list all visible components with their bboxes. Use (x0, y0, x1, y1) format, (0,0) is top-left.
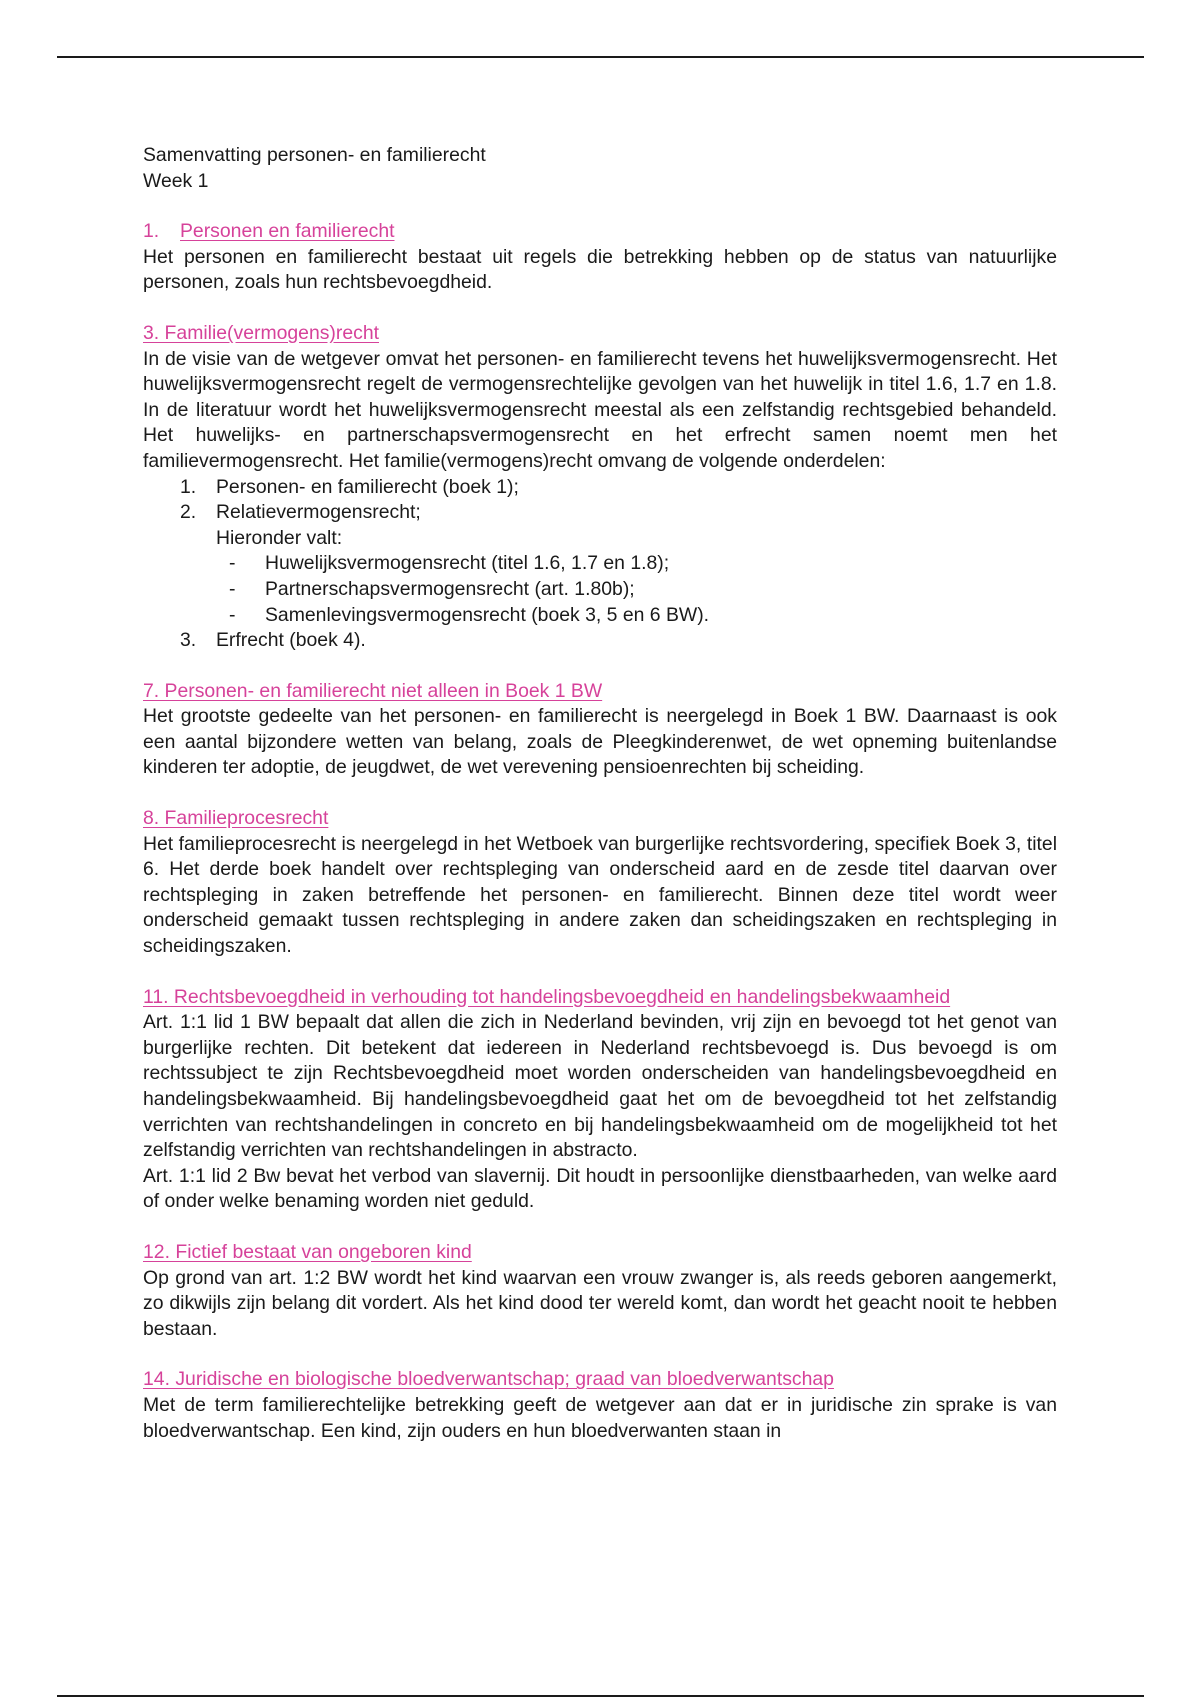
list-item-text: Erfrecht (boek 4). (216, 629, 366, 652)
header-rule (57, 56, 1144, 58)
section-12 (143, 1240, 1057, 1342)
list-item (143, 475, 1057, 501)
section-8 (143, 806, 1057, 960)
components-list (143, 475, 1057, 526)
section-body-continued: Art. 1:1 lid 2 Bw bevat het verbod van slavernij. Dit houdt in persoonlijke dienstbaarheden, van welke aard of onder welke benaming worden niet geduld. (143, 1164, 1057, 1213)
week-label: Week 1 (143, 169, 209, 192)
section-heading[interactable]: 8. Familieprocesrecht (143, 807, 329, 830)
section-heading[interactable]: 14. Juridische en biologische bloedverwantschap; graad van bloedverwantschap (143, 1368, 834, 1391)
section-body: Het personen en familierecht bestaat uit regels die betrekking hebben op de status van natuurlijke personen, zoals hun rechtsbevoegdheid. (143, 245, 1057, 294)
section-body: Met de term familierechtelijke betrekking geeft de wetgever aan dat er in juridische zin sprake is van bloedverwantschap. Een kind, zijn ouders en hun bloedverwanten staan in (143, 1393, 1057, 1442)
sub-list-item-text: Samenlevingsvermogensrecht (boek 3, 5 en 6 BW). (265, 603, 710, 626)
section-heading-text: Personen en familierecht (180, 220, 395, 243)
section-1 (143, 219, 1057, 296)
list-number: 2. (180, 501, 197, 524)
section-heading[interactable]: 12. Fictief bestaat van ongeboren kind (143, 1240, 472, 1263)
sub-list-intro: Hieronder valt: (216, 526, 343, 549)
list-item-text: Relatievermogensrecht; (216, 501, 421, 524)
list-number: 3. (180, 629, 197, 652)
section-body: Art. 1:1 lid 1 BW bepaalt dat allen die zich in Nederland bevinden, vrij zijn en bevoegd tot het genot van burgerlijke rechten. Dit betekent dat iedereen in Nederland rechtsbevoegd is. Dus bevoegd is om rechtssubject te zijn Rechtsbevoegdheid moet worden onderscheiden van handelingsbevoegdheid en handelingsbekwaamheid. Bij handelingsbevoegdheid gaat het om de bevoegdheid tot het zelfstandig verrichten van rechtshandelingen in concreto en bij handelingsbekwaamheid om de mogelijkheid tot het zelfstandig verrichten van rechtshandelingen in abstracto. (143, 1011, 1057, 1162)
sub-list-item-text: Partnerschapsvermogensrecht (art. 1.80b); (265, 577, 635, 600)
dash-bullet-icon: - (229, 552, 236, 575)
section-body: Het familieprocesrecht is neergelegd in het Wetboek van burgerlijke rechtsvordering, specifiek Boek 3, titel 6. Het derde boek handelt over rechtspleging van onderscheid aard en de zesde titel daarvan over rechtspleging in zaken betreffende het personen- en familierecht. Binnen deze titel wordt weer onderscheid gemaakt tussen rechtspleging in andere zaken dan scheidingszaken en rechtspleging in scheidingszaken. (143, 832, 1057, 958)
section-body: Op grond van art. 1:2 BW wordt het kind waarvan een vrouw zwanger is, als reeds geboren aangemerkt, zo dikwijls zijn belang dit vordert. Als het kind dood ter wereld komt, dan wordt het geacht nooit te hebben bestaan. (143, 1266, 1057, 1340)
dash-bullet-icon: - (229, 577, 236, 600)
section-body: In de visie van de wetgever omvat het personen- en familierecht tevens het huwelijksvermogensrecht. Het huwelijksvermogensrecht regelt de vermogensrechtelijke gevolgen van het huwelijk in titel 1.6, 1.7 en 1.8. In de literatuur wordt het huwelijksvermogensrecht meestal als een zelfstandig rechtsgebied behandeld. Het huwelijks- en partnerschapsvermogensrecht en het erfrecht samen noemt men het familievermogensrecht. Het familie(vermogens)recht omvang de volgende onderdelen: (143, 347, 1057, 472)
section-heading[interactable]: 7. Personen- en familierecht niet alleen in Boek 1 BW (143, 679, 603, 702)
section-body: Het grootste gedeelte van het personen- en familierecht is neergelegd in Boek 1 BW. Daarnaast is ook een aantal bijzondere wetten van belang, zoals de Pleegkinderenwet, de wet opneming buitenlandse kinderen ter adoptie, de jeugdwet, de wet verevening pensioenrechten bij scheiding. (143, 705, 1057, 779)
list-number: 1. (180, 475, 197, 498)
document-page (143, 143, 1057, 1469)
section-heading[interactable]: 11. Rechtsbevoegdheid in verhouding tot handelingsbevoegdheid en handelingsbekwaamheid (143, 985, 951, 1008)
list-item-text: Personen- en familierecht (boek 1); (216, 475, 519, 498)
sub-list-item (143, 577, 1057, 603)
sub-list-item-text: Huwelijksvermogensrecht (titel 1.6, 1.7 en 1.8); (265, 552, 670, 575)
document-title: Samenvatting personen- en familierecht (143, 144, 486, 166)
footer-rule (57, 1695, 1144, 1697)
section-14 (143, 1367, 1057, 1444)
components-list-end (143, 628, 1057, 654)
section-11 (143, 985, 1057, 1215)
section-heading[interactable] (143, 219, 1057, 245)
section-number: 1. (143, 220, 160, 243)
sub-list-item (143, 551, 1057, 577)
section-3 (143, 321, 1057, 654)
dash-bullet-icon: - (229, 603, 236, 626)
list-item (143, 500, 1057, 526)
section-heading[interactable]: 3. Familie(vermogens)recht (143, 321, 379, 344)
sub-list-item (143, 603, 1057, 629)
sub-list (143, 551, 1057, 628)
section-7 (143, 679, 1057, 781)
list-item (143, 628, 1057, 654)
